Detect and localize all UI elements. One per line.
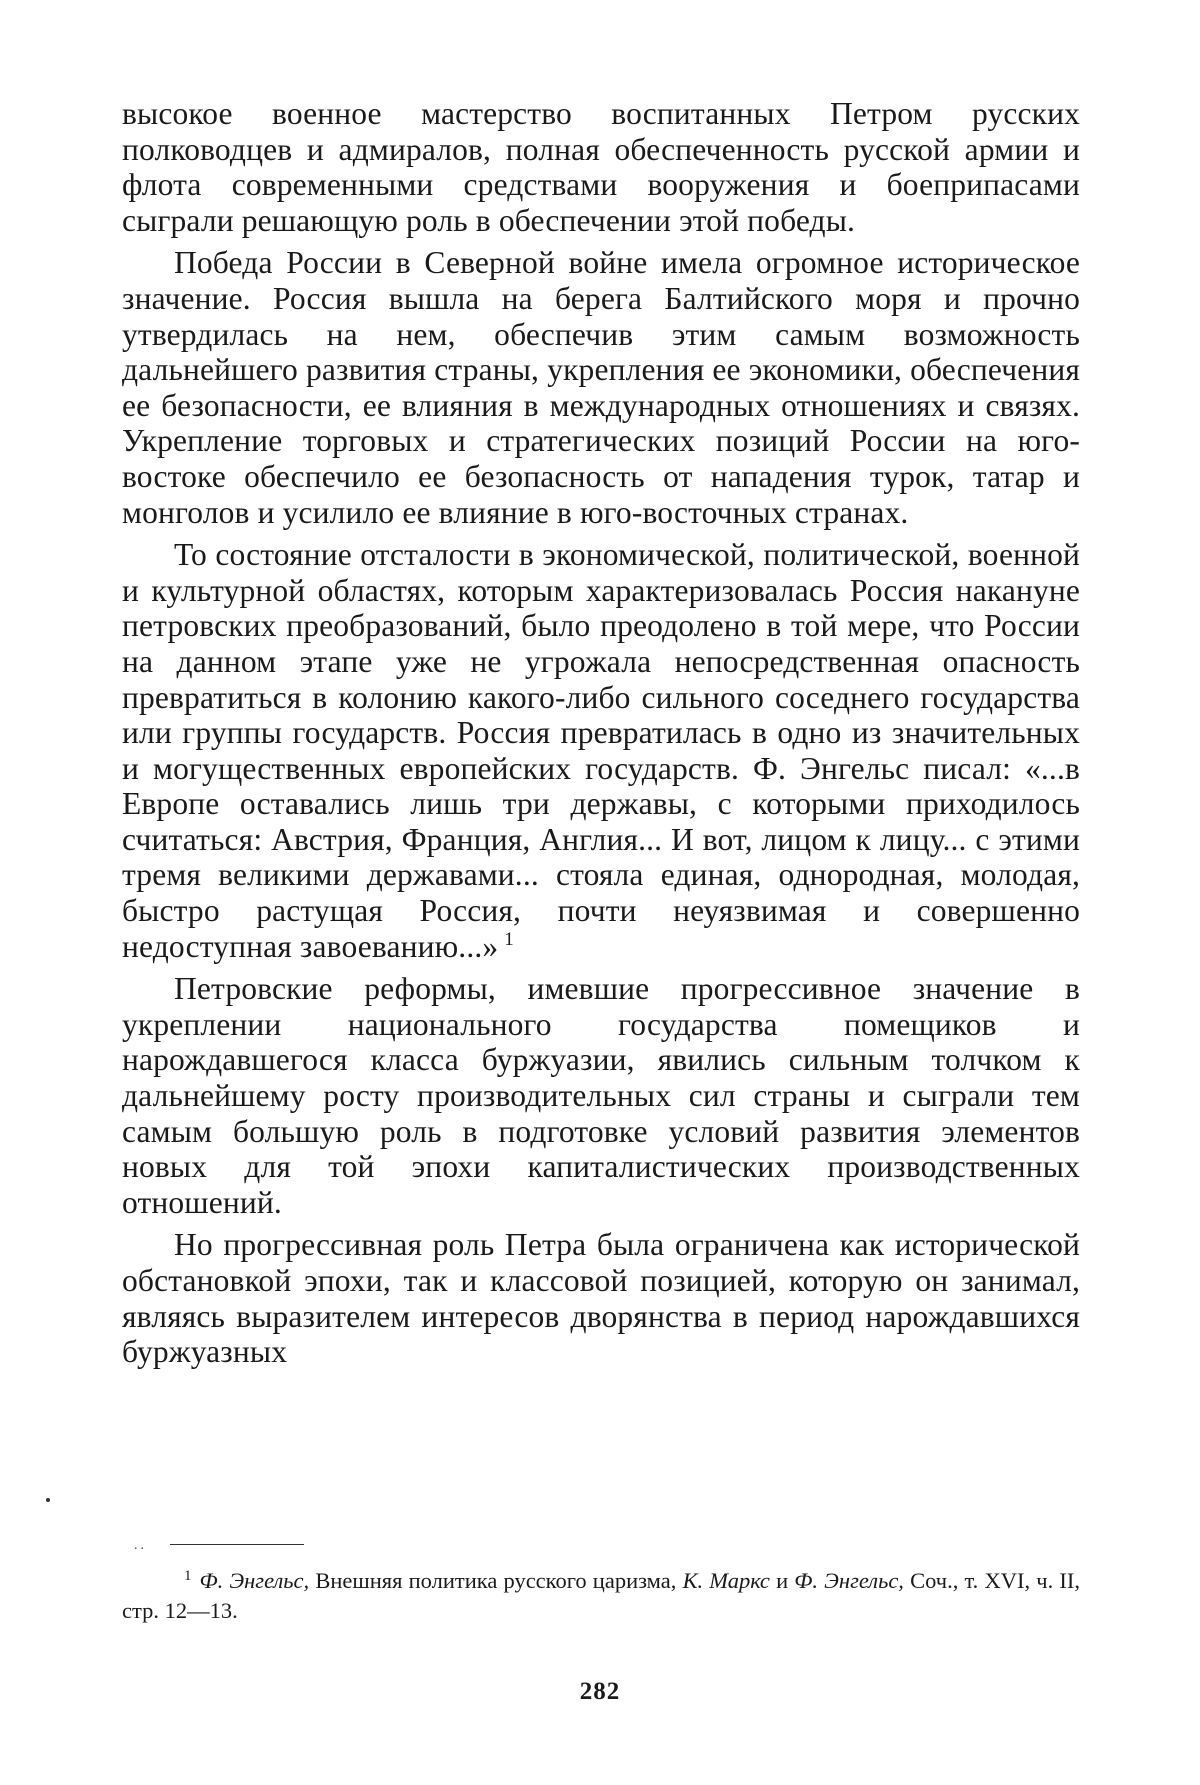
footnote-number: 1	[184, 1567, 192, 1584]
paragraph-5: Но прогрессивная роль Петра была ограничена как исторической обстановкой эпохи, так и классовой позицией, которую он занимал, являясь выразителем интересов дворянства в период нарождавшихся буржуазных	[122, 1227, 1080, 1370]
footnote-author-1: Ф. Энгельс,	[199, 1568, 310, 1593]
page-number: 282	[579, 1678, 621, 1705]
paragraph-3	[122, 537, 1080, 964]
paragraph-2: Победа России в Северной войне имела огромное историческое значение. Россия вышла на берега Балтийского моря и прочно утвердилась на нем, обеспечив этим самым возможность дальнейшего развития страны, укрепления ее экономики, обеспечения ее безопасности, ее влияния в международных отношениях и связях. Укрепление торговых и стратегических позиций России на юго-востоке обеспечило ее безопасность от нападения турок, татар и монголов и усилило ее влияние в юго-восточных странах.	[122, 245, 1080, 530]
footnote-author-3: Ф. Энгельс,	[794, 1568, 904, 1593]
footnote-joiner: и	[769, 1568, 795, 1593]
page-body	[122, 96, 1080, 1370]
paragraph-1: высокое военное мастерство воспитанных Петром русских полководцев и адмиралов, полная обеспеченность русской армии и флота современными средствами вооружения и боеприпасами сыграли решающую роль в обеспечении этой победы.	[122, 96, 1080, 238]
paragraph-3-text: То состояние отсталости в экономической, политической, военной и культурной областях, которым характеризовалась Россия накануне петровских преобразований, было преодолено в той мере, что России на данном этапе уже не угрожала непосредственная опасность превратиться в колонию какого-либо сильного соседнего государства или группы государств. Россия превратилась в одно из значительных и могущественных европейских государств. Ф. Энгельс писал: «...в Европе оставались лишь три державы, с которыми приходилось считаться: Австрия, Франция, Англия... И вот, лицом к лицу... с этими тремя великими державами... стояла единая, однородная, молодая, быстро растущая Россия, почти неуязвимая и совершенно недоступная завоеванию...»	[122, 537, 1080, 964]
footnote-author-2: К. Маркс	[682, 1568, 770, 1593]
scan-speck	[46, 1498, 50, 1502]
footnote-reference: 1	[504, 929, 514, 951]
footnote-title: Внешняя политика русского царизма,	[309, 1568, 683, 1593]
footnote-separator	[170, 1544, 304, 1545]
rule-prefix-dots: ..	[134, 1538, 147, 1553]
paragraph-4: Петровские реформы, имевшие прогрессивное значение в укреплении национального государства помещиков и нарождавшегося класса буржуазии, явились сильным толчком к дальнейшему росту производительных сил страны и сыграли тем самым большую роль в подготовке условий развития элементов новых для той эпохи капиталистических производственных отношений.	[122, 971, 1080, 1220]
footnote-rest: Соч., т. XVI, ч. II, стр. 12—13.	[122, 1568, 1080, 1623]
footnote	[122, 1566, 1080, 1626]
